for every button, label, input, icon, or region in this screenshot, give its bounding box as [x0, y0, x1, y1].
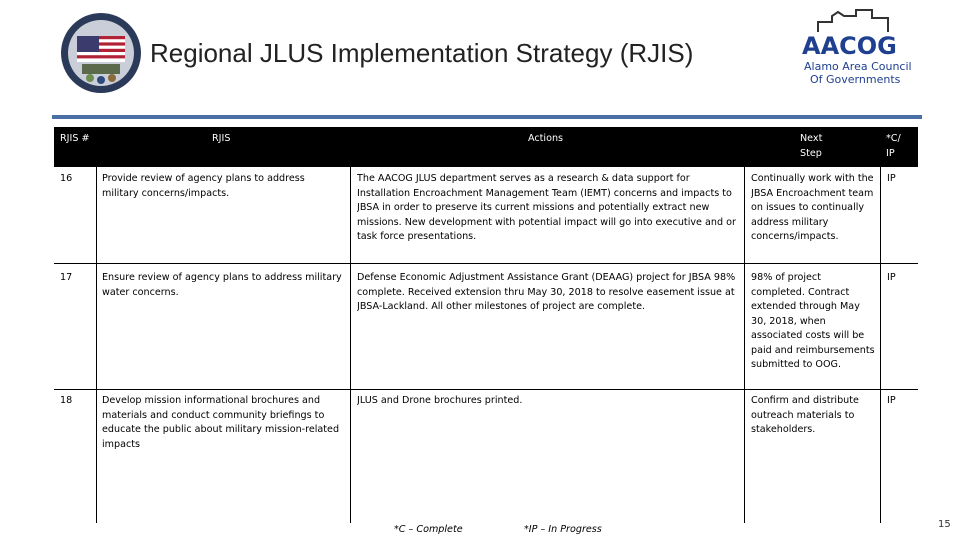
row-16-number: 16: [60, 173, 73, 184]
col-header-next-step: Next Step: [800, 133, 823, 159]
col-header-rjis-number: RJIS #: [60, 133, 90, 144]
rjis-table: [54, 127, 918, 523]
column-divider: [350, 167, 351, 523]
row-18-status: IP: [887, 395, 896, 406]
row-16-status: IP: [887, 173, 896, 184]
col-header-rjis: RJIS: [212, 133, 231, 144]
row-17-rjis: Ensure review of agency plans to address military water concerns.: [102, 272, 342, 298]
col-header-status: *C/ IP: [886, 133, 901, 159]
column-divider: [96, 167, 97, 523]
row-18-rjis: Develop mission informational brochures and materials and conduct community briefings to educate the public about military mission-related impacts: [102, 395, 340, 450]
row-divider: [54, 389, 918, 390]
legend-in-progress: *IP – In Progress: [524, 524, 602, 535]
row-17-next-step: 98% of project completed. Contract extended through May 30, 2018, when associated costs will be paid and reimbursements submitted to OOG.: [751, 272, 875, 370]
row-18-next-step: Confirm and distribute outreach materials to stakeholders.: [751, 395, 859, 435]
title-divider: [52, 115, 922, 119]
svg-text:Alamo Area Council: Alamo Area Council: [804, 60, 912, 73]
row-18-number: 18: [60, 395, 73, 406]
column-divider: [880, 167, 881, 523]
row-17-number: 17: [60, 272, 73, 283]
svg-text:Of Governments: Of Governments: [810, 73, 901, 86]
row-16-next-step: Continually work with the JBSA Encroachment team on issues to continually address military concerns/impacts.: [751, 173, 874, 242]
svg-text:AACOG: AACOG: [802, 32, 897, 60]
page-number: 15: [938, 519, 951, 530]
row-divider: [54, 263, 918, 264]
row-18-actions: JLUS and Drone brochures printed.: [357, 395, 523, 406]
joint-base-san-antonio-seal: [60, 12, 142, 94]
row-16-actions: The AACOG JLUS department serves as a research & data support for Installation Encroachment Management Team (IEMT) concerns and impacts to JBSA in order to preserve its current missions and potentially extract new missions. New development with potential impact will go into executive and or task force presentations.: [357, 173, 736, 242]
table-header: [54, 127, 918, 167]
column-divider: [744, 167, 745, 523]
col-header-actions: Actions: [528, 133, 564, 144]
row-17-actions: Defense Economic Adjustment Assistance Grant (DEAAG) project for JBSA 98% complete. Received extension thru May 30, 2018 to resolve easement issue at JBSA-Lackland. All other milestones of project are complete.: [357, 272, 736, 312]
page-title: Regional JLUS Implementation Strategy (RJIS): [150, 38, 694, 68]
aacog-logo: [798, 8, 924, 90]
row-16-rjis: Provide review of agency plans to address military concerns/impacts.: [102, 173, 305, 199]
legend-complete: *C – Complete: [394, 524, 463, 535]
row-17-status: IP: [887, 272, 896, 283]
